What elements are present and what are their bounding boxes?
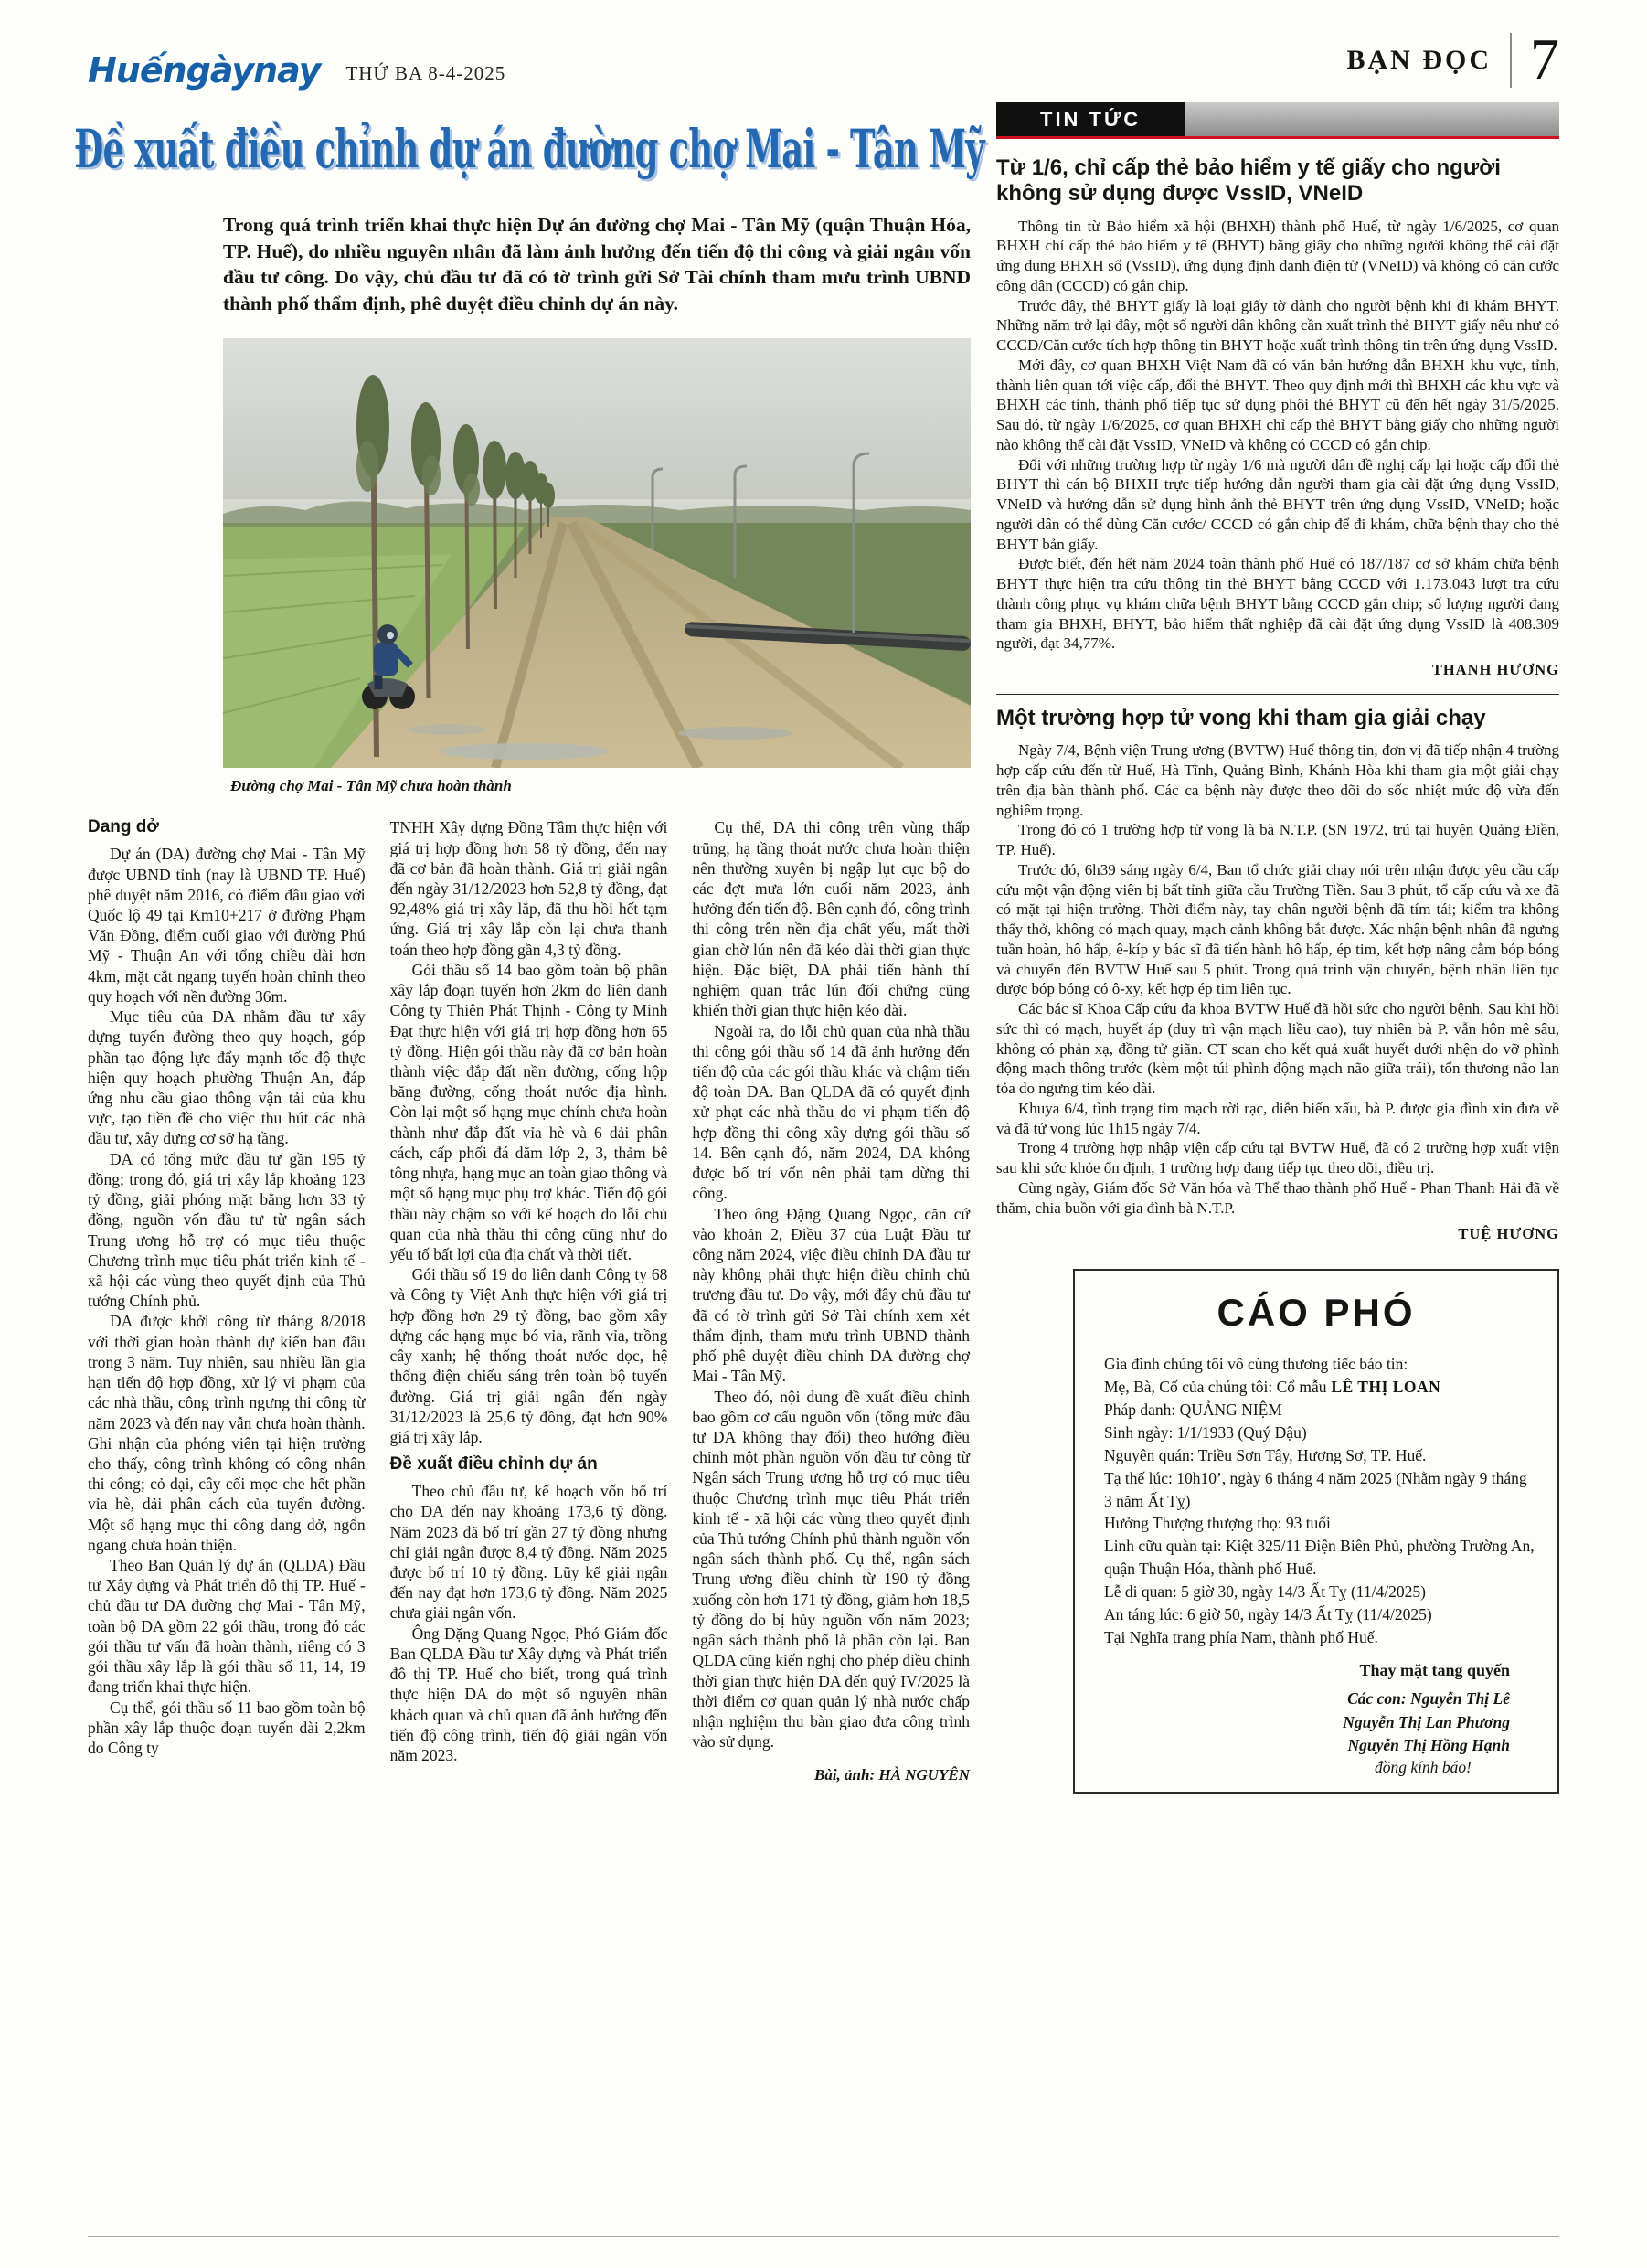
news-divider bbox=[996, 694, 1559, 695]
news-sidebar bbox=[996, 102, 1559, 2236]
para-cont: TNHH Xây dựng Đồng Tâm thực hiện với giá trị hợp đồng hơn 58 tỷ đồng, đến nay đã cơ bản đã hoàn thành. Giá trị giải ngân đến ngày 31/12/2023 hơn 52,8 tỷ đồng, đạt 92,48% giá trị xây lắp, đã thu hồi hết tạm ứng. Giá trị xây lắp còn lại chưa thanh toán theo hợp đồng gần 4,3 tỷ đồng. bbox=[389, 818, 668, 959]
obit-right: Thay mặt tang quyến bbox=[1359, 1661, 1510, 1680]
obit-name: Nguyễn Thị Lan Phương bbox=[1343, 1712, 1510, 1731]
obit-line: Pháp danh: QUẢNG NIỆM bbox=[1104, 1400, 1282, 1420]
obit-line: Linh cữu quàn tại: Kiệt 325/11 Điện Biên Phủ, phường Trường An, quận Thuận Hóa, thành phố Huế. bbox=[1104, 1537, 1535, 1579]
para: Ngày 7/4, Bệnh viện Trung ương (BVTW) Huế thông tin, đơn vị đã tiếp nhận 4 trường hợp cấp cứu đến từ Huế, Hà Tĩnh, Quảng Bình, Khánh Hòa khi tham gia một giải chạy trên địa bàn thành phố. Các ca bệnh này được theo dõi do sốc nhiệt mức độ vừa đến nghiêm trọng. bbox=[996, 741, 1559, 819]
para: Theo Ban Quản lý dự án (QLDA) Đầu tư Xây dựng và Phát triển đô thị TP. Huế - chủ đầu tư DA đường chợ Mai - Tân Mỹ, toàn bộ DA gồm 22 gói thầu, trong đó các gói thầu tư vấn đã hoàn thành, riêng có 3 gói thầu xây lắp là gói thầu số 11, 14, 19 đang triển khai thực hiện. bbox=[88, 1556, 366, 1697]
news-2-body bbox=[996, 740, 1559, 1218]
obit-line: An táng lúc: 6 giờ 50, ngày 14/3 Ất Tỵ (11/4/2025) bbox=[1104, 1604, 1432, 1624]
para: Gói thầu số 19 do liên danh Công ty 68 và Công ty Việt Anh thực hiện với giá trị hợp đồng hơn 29 tỷ đồng, bao gồm xây dựng các hạng mục bó vỉa, rãnh vỉa, trồng cây xanh; hệ thống thoát nước dọc, hệ thống điện chiếu sáng trên toàn bộ tuyến đường. Giá trị giải ngân đến ngày 31/12/2023 là 25,6 tỷ đồng, đạt hơn 90% giá trị xây lắp. bbox=[389, 1265, 668, 1446]
article-figure bbox=[223, 338, 971, 795]
article-column-2 bbox=[390, 817, 668, 1784]
masthead-divider bbox=[1510, 33, 1512, 88]
subhead: Dang dở bbox=[88, 817, 159, 837]
para: Cùng ngày, Giám đốc Sở Văn hóa và Thể thao thành phố Huế - Phan Thanh Hải đã về thăm, chia buồn với gia đình bà N.T.P. bbox=[996, 1178, 1559, 1217]
subhead: Đề xuất điều chỉnh dự án bbox=[389, 1454, 598, 1475]
obit-line: Sinh ngày: 1/1/1933 (Quý Dậu) bbox=[1104, 1422, 1307, 1442]
newspaper-logo: Huếngàynay bbox=[88, 50, 321, 91]
obit-line: Gia đình chúng tôi vô cùng thương tiếc báo tin: bbox=[1104, 1355, 1408, 1374]
obit-line: Tạ thế lúc: 10h10’, ngày 6 tháng 4 năm 2025 (Nhằm ngày 9 tháng 3 năm Ất Tỵ) bbox=[1104, 1468, 1527, 1510]
para: Trước đây, thẻ BHYT giấy là loại giấy tờ dành cho người bệnh khi đi khám BHYT. Những năm trở lại đây, một số người dân không cần xuất trình thẻ BHYT giấy nếu như có CCCD/Căn cước tích hợp thông tin BHYT hoặc xuất trình thông tin trên ứng dụng VssID. bbox=[996, 296, 1559, 355]
news-1-title: Từ 1/6, chỉ cấp thẻ bảo hiểm y tế giấy cho người không sử dụng được VssID, VNeID bbox=[996, 155, 1501, 207]
obit-line: Nguyên quán: Triều Sơn Tây, Hương Sơ, TP. Huế. bbox=[1104, 1445, 1427, 1464]
obituary-box bbox=[1073, 1269, 1559, 1793]
para: Theo chủ đầu tư, kế hoạch vốn bố trí cho DA đến nay khoảng 173,6 tỷ đồng. Năm 2023 đã bố trí gần 27 tỷ đồng nhưng chỉ giải ngân được 8,4 tỷ đồng. Năm 2025 được bố trí 10 tỷ đồng. Lũy kế giải ngân đến nay đạt hơn 173,6 tỷ đồng. Năm 2025 chưa giải ngân vốn. bbox=[389, 1482, 668, 1623]
para: Trong đó có 1 trường hợp tử vong là bà N.T.P. (SN 1972, trú tại huyện Quảng Điền, TP. Huế). bbox=[996, 821, 1559, 859]
para: Trong 4 trường hợp nhập viện cấp cứu tại BVTW Huế, đã có 2 trường hợp xuất viện sau khi sức khỏe ổn định, 1 trường hợp đang tiếp tục theo dõi, điều trị. bbox=[996, 1139, 1559, 1177]
article-column-1 bbox=[88, 817, 366, 1784]
news-2-author: TUỆ HƯƠNG bbox=[1458, 1225, 1559, 1243]
bottom-rule bbox=[88, 2236, 1559, 2237]
para: Trước đó, 6h39 sáng ngày 6/4, Ban tổ chức giải chạy nói trên nhận được yêu cầu cấp cứu một vận động viên bị bất tỉnh giữa cầu Trường Tiền. Sau 3 phút, tổ cấp cứu và xe đã có mặt tại hiện trường. Thời điểm này, tay chân người bệnh đã tím tái; kiểm tra không thấy thở, không có mạch quay, mạch cảnh không bắt được. Xác nhận bệnh nhân đã ngưng tuần hoàn, hô hấp, ê-kíp y bác sĩ đã tiến hành hô hấp, ép tim, kết hợp nâng cằm bóp bóng và chuyển đến BVTW Huế sau 5 phút. Trong quá trình vận chuyển, bệnh nhân liên tục được bóp bóng có ô-xy, kết hợp ép tim liên tục. bbox=[996, 860, 1559, 998]
issue-date: THỨ BA 8-4-2025 bbox=[345, 62, 506, 84]
para: Theo đó, nội dung đề xuất điều chỉnh bao gồm cơ cấu nguồn vốn (tổng mức đầu tư DA không thay đổi) theo hướng điều chỉnh một phần nguồn vốn đầu tư công từ Ngân sách Trung ương hỗ trợ có mục tiêu thuộc Chương trình mục tiêu Phát triển kinh tế - xã hội các vùng theo quyết định của Thủ tướng Chính phủ thành nguồn vốn ngân sách thành phố. Cụ thể, ngân sách Trung ương điều chỉnh từ 190 tỷ đồng xuống còn hơn 171 tỷ đồng, giảm hơn 18,5 tỷ đồng do bị hủy nguồn vốn năm 2023; ngân sách thành phố là phần còn lại. Ban QLDA cũng kiến nghị cho phép điều chỉnh thời gian thực hiện DA đến quý IV/2025 là thời điểm cơ quan quản lý nhà nước chấp nhận nghiệm thu bàn giao đưa công trình vào sử dụng. bbox=[692, 1387, 971, 1752]
news-2-title: Một trường hợp tử vong khi tham gia giải chạy bbox=[996, 706, 1486, 731]
para: Đối với những trường hợp từ ngày 1/6 mà người dân đề nghị cấp lại hoặc cấp đổi thẻ BHYT thì cán bộ BHXH trực tiếp hướng dẫn người tham gia cài đặt ứng dụng VssID, VNeID và hướng dẫn sử dụng hình ảnh thẻ BHYT trên ứng dụng VssID, VNeID; hoặc người dân có thể dùng Căn cước/ CCCD có gắn chip để đi khám, chữa bệnh thay cho thẻ BHYT bản giấy. bbox=[996, 455, 1559, 553]
para: Gói thầu số 14 bao gồm toàn bộ phần xây lắp đoạn tuyến hơn 2km do liên danh Công ty Thiên Phát Thịnh - Công ty Minh Đạt thực hiện với giá trị hợp đồng hơn 65 tỷ đồng. Hiện gói thầu này đã cơ bản hoàn thành việc đắp đất nền đường, cống hộp băng đường, cống thoát nước địa hình. Còn lại một số hạng mục chính chưa hoàn thành như đắp đất vỉa hè và 6 dải phân cách, cấp phối đá dăm lớp 2, 3, thảm bê tông nhựa, hạng mục an toàn giao thông và một số hạng mục phụ trợ khác. Tiến độ gói thầu này chậm so với kế hoạch do lỗi chủ quan của nhà thầu thi công cũng như do yếu tố bất lợi của địa chất và thời tiết. bbox=[389, 960, 668, 1263]
news-article-2 bbox=[996, 706, 1559, 1243]
para: Ngoài ra, do lỗi chủ quan của nhà thầu thi công gói thầu số 14 đã ảnh hưởng đến tiến độ của các gói thầu khác và chậm tiến độ toàn DA. Ban QLDA đã có quyết định xử phạt các nhà thầu do vi phạm tiến độ hợp đồng thi công xây dựng gói thầu số 14. Bên cạnh đó, năm 2024, DA không được bố trí vốn nên phải tạm dừng thi công. bbox=[692, 1021, 971, 1203]
article-column-3 bbox=[692, 817, 970, 1784]
tin-tuc-bar-fill bbox=[1185, 102, 1559, 136]
news-1-body bbox=[996, 217, 1559, 655]
news-1-author: THANH HƯƠNG bbox=[1431, 661, 1559, 679]
news-article-1 bbox=[996, 155, 1559, 679]
para: Mới đây, cơ quan BHXH Việt Nam đã có văn bản hướng dẫn BHXH khu vực, tỉnh, thành liên quan tới việc cấp, đổi thẻ BHYT. Theo quy định mới thì BHXH các khu vực và BHXH các tỉnh, thành phố tiếp tục sử dụng phôi thẻ BHYT cũ đến hết ngày 31/5/2025. Sau đó, từ ngày 1/6/2025, cơ quan BHXH chỉ cấp thẻ BHYT bằng giấy cho những người nào không thể cài đặt VssID, VNeID và không có CCCD có gắn chip. bbox=[996, 356, 1559, 453]
photo-caption: Đường chợ Mai - Tân Mỹ chưa hoàn thành bbox=[230, 777, 512, 795]
main-article-title-text: Đề xuất điều chỉnh dự án đường chợ Mai - Tân Mỹ bbox=[73, 119, 984, 181]
obituary-title: CÁO PHÓ bbox=[1217, 1291, 1416, 1335]
road-photo bbox=[223, 338, 971, 768]
para: Ông Đặng Quang Ngọc, Phó Giám đốc Ban QLDA Đầu tư Xây dựng và Phát triển đô thị TP. Huế cho biết, trong quá trình thực hiện DA do một số nguyên nhân khách quan và chủ quan đã ảnh hưởng đến tiến độ công trình, tiến độ giải ngân vốn năm 2023. bbox=[389, 1624, 668, 1764]
para: Cụ thể, DA thi công trên vùng thấp trũng, hạ tầng thoát nước chưa hoàn thiện nên thường xuyên bị ngập lụt cục bộ do các đợt mưa lớn cuối năm 2023, ảnh hưởng đến tiến độ. Bên cạnh đó, công trình thi công trên nền địa chất yếu, mất thời gian chờ lún nên đã kéo dài thời gian thực hiện. Đặc biệt, DA phải tiến hành thí nghiệm quan trắc lún đối chứng cũng khiến thời gian thực hiện kéo dài. bbox=[692, 818, 971, 1020]
para: Cụ thể, gói thầu số 11 bao gồm toàn bộ phần xây lắp thuộc đoạn tuyến dài 2,2km do Công ty bbox=[88, 1698, 366, 1757]
masthead-left bbox=[88, 50, 506, 91]
para: DA có tổng mức đầu tư gần 195 tỷ đồng; trong đó, giá trị xây lắp khoảng 123 tỷ đồng, giải phóng mặt bằng hơn 33 tỷ đồng, nguồn vốn đầu tư từ ngân sách Trung ương hỗ trợ có mục tiêu thuộc Chương trình mục tiêu phát triển kinh tế - xã hội các vùng theo quyết định của Thủ tướng Chính phủ. bbox=[88, 1149, 366, 1311]
article-body bbox=[88, 817, 970, 1784]
masthead-right bbox=[1346, 27, 1559, 92]
tin-tuc-label: TIN TỨC bbox=[996, 102, 1185, 136]
byline: Bài, ảnh: HÀ NGUYÊN bbox=[813, 1766, 971, 1784]
masthead bbox=[88, 27, 1559, 92]
obit-name: Nguyễn Thị Hồng Hạnh bbox=[1347, 1736, 1510, 1755]
obit-line: Tại Nghĩa trang phía Nam, thành phố Huế. bbox=[1104, 1627, 1378, 1646]
para: Theo ông Đặng Quang Ngọc, căn cứ vào khoản 2, Điều 37 của Luật Đầu tư công năm 2024, việc điều chỉnh DA đầu tư này không phải thực hiện điều chỉnh chủ trương đầu tư. Do vậy, mới đây chủ đầu tư đã có tờ trình gửi Sở Tài chính xem xét thẩm định, tham mưu trình UBND thành phố phê duyệt điều chỉnh DA đường chợ Mai - Tân Mỹ. bbox=[692, 1204, 971, 1386]
obit-name: Các con: Nguyễn Thị Lê bbox=[1347, 1689, 1510, 1709]
para: Thông tin từ Bảo hiểm xã hội (BHXH) thành phố Huế, từ ngày 1/6/2025, cơ quan BHXH chỉ cấp thẻ bảo hiểm y tế (BHYT) bằng giấy cho những người không thể cài đặt ứng dụng BHXH số (VssID), ứng dụng định danh điện tử (VNeID) và không có căn cước công dân (CCCD) có gắn chip. bbox=[996, 217, 1559, 294]
page-content bbox=[73, 102, 1559, 2236]
tin-tuc-bar bbox=[996, 102, 1559, 139]
main-article-lede: Trong quá trình triển khai thực hiện Dự án đường chợ Mai - Tân Mỹ (quận Thuận Hóa, TP. Huế), do nhiều nguyên nhân đã làm ảnh hưởng đến tiến độ thi công và giải ngân vốn đầu tư công. Do vậy, chủ đầu tư đã có tờ trình gửi Sở Tài chính tham mưu trình UBND thành phố thẩm định, phê duyệt điều chỉnh dự án này. bbox=[223, 214, 971, 314]
para: Khuya 6/4, tình trạng tim mạch rời rạc, diễn biến xấu, bà P. được gia đình xin đưa về và đã tử vong lúc 1h15 ngày 7/4. bbox=[996, 1099, 1559, 1137]
para: DA được khởi công từ tháng 8/2018 với thời gian hoàn thành dự kiến ban đầu trong 3 năm. Tuy nhiên, sau nhiều lần gia hạn tiến độ hợp đồng, xử lý vi phạm của các nhà thầu, công trình ngưng thi công từ năm 2023 và đến nay vẫn chưa hoàn thành. Ghi nhận của phóng viên tại hiện trường cho thấy, công trình không có công nhân thi công; cỏ dại, cây cối mọc che hết phần vỉa hè, dải phân cách của tuyến đường. Một số hạng mục thi công dang dở, ngổn ngang chưa hoàn thiện. bbox=[88, 1312, 366, 1554]
main-article bbox=[73, 102, 984, 2236]
obit-line: Mẹ, Bà, Cố của chúng tôi: Cổ mẫu LÊ THỊ LOAN bbox=[1104, 1378, 1441, 1397]
para: Được biết, đến hết năm 2024 toàn thành phố Huế có 187/187 cơ sở khám chữa bệnh BHYT thực hiện tra cứu thông tin thẻ BHYT bằng CCCD với 1.173.043 lượt tra cứu thành công phục vụ khám chữa bệnh BHYT bằng CCCD gắn chip; số lượng người đang tham gia BHXH, BHYT, bảo hiểm thất nghiệp đã cài đặt ứng dụng VssID là 408.309 người, đạt 34,77%. bbox=[996, 555, 1559, 653]
obituary-body bbox=[1097, 1353, 1535, 1776]
obit-italic: đồng kính báo! bbox=[1375, 1757, 1472, 1776]
para: Các bác sĩ Khoa Cấp cứu đa khoa BVTW Huế đã hồi sức cho người bệnh. Sau khi hồi sức thì có mạch, huyết áp (duy trì vận mạch liều cao), tuy nhiên bà P. vẫn hôn mê sâu, không có phản xạ, đồng tử giãn. CT scan cho kết quả xuất huyết dưới nhện do vỡ phình động mạch thông trước (kèm một túi phình động mạch não giữa trái), tổn thương não lan tỏa do ngưng tim kéo dài. bbox=[996, 1000, 1559, 1098]
para: Dự án (DA) đường chợ Mai - Tân Mỹ được UBND tỉnh (nay là UBND TP. Huế) phê duyệt năm 2016, có điểm đầu giao với Quốc lộ 49 tại Km10+217 ở đường Phạm Văn Đồng, điểm cuối giao với đường Phú Mỹ - Thuận An với tổng chiều dài hơn 4km, mặt cắt ngang tuyến hoàn chỉnh theo quy hoạch với nền đường 36m. bbox=[88, 845, 366, 1006]
obit-line: Lễ di quan: 5 giờ 30, ngày 14/3 Ất Tỵ (11/4/2025) bbox=[1104, 1581, 1426, 1601]
para: Mục tiêu của DA nhằm đầu tư xây dựng tuyến đường theo quy hoạch, góp phần tạo động lực đẩy mạnh tốc độ thực hiện quy hoạch phường Thuận An, đáp ứng nhu cầu giao thông vận tải của khu vực, tạo tiền đề cho việc thu hút các nhà đầu tư, xây dựng cơ sở hạ tầng. bbox=[88, 1007, 366, 1148]
page-number: 7 bbox=[1530, 27, 1559, 92]
section-name: BẠN ĐỌC bbox=[1346, 44, 1492, 75]
obit-line: Hưởng Thượng thượng thọ: 93 tuổi bbox=[1104, 1514, 1331, 1533]
main-article-title bbox=[73, 106, 984, 194]
highlighted-name: LÊ THỊ LOAN bbox=[1326, 1378, 1441, 1397]
